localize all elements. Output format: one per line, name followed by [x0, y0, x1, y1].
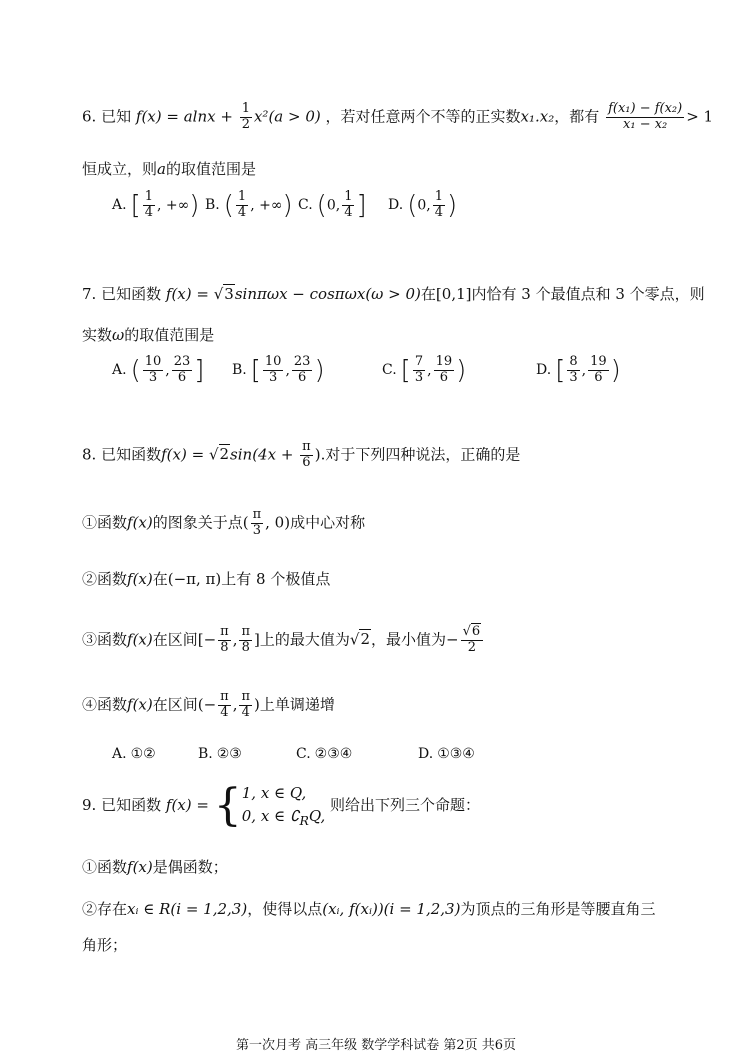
q7-line2-tail: 的取值范围是 [124, 326, 215, 344]
q7-option-d-open: [ [555, 355, 566, 386]
q7-option-d-frac2 [588, 355, 609, 386]
q8-s3-f: f(x) [127, 630, 153, 649]
q8-s2-f: f(x) [127, 570, 153, 588]
q9-stem-a: 已知函数 [101, 796, 162, 815]
q6-option-a-close: ) [189, 190, 200, 221]
q6-stem-a: 已知 [101, 107, 132, 126]
q7-option-c: C. [ $\frac{7}{3}$ , $\frac{19}{6}$ ) [382, 354, 467, 386]
q7-stem-b: 内恰有 3 个最值点和 3 个零点，则 [471, 285, 705, 303]
q7-option-b: B. [ $\frac{10}{3}$ , $\frac{23}{6}$ ) [232, 354, 325, 386]
q7-option-b-frac1 [263, 355, 284, 386]
q9-func: f(x) = [165, 796, 209, 815]
q7-line2-a: 实数 [82, 326, 113, 344]
q6-option-d [388, 190, 457, 221]
q8-func: f(x) = [161, 445, 209, 464]
q9-case2-tail: Q, [308, 806, 326, 825]
q6-option-d-frac [433, 190, 445, 221]
q9-s2-x: xᵢ ∈ R(i = 1,2,3) [127, 900, 248, 918]
q8-s3-a: ③函数 [82, 630, 128, 649]
q8-s4-42: 4 [241, 704, 250, 720]
q6-option-c-label: C. [298, 197, 313, 214]
q7-option-d-close: ) [610, 355, 621, 386]
q9-stem-b: 则给出下列三个命题： [330, 796, 481, 815]
q8-s3-frac1 [218, 625, 231, 656]
q7-option-d-n2: 19 [590, 354, 607, 369]
q6-stem-c: ，都有 [554, 107, 600, 126]
q6-option-c-close: ] [356, 190, 367, 221]
q6-ratio-fraction [606, 102, 684, 133]
q6-option-c-den: 4 [344, 204, 353, 220]
q7-option-a-close: ] [194, 355, 205, 386]
q7-option-c-n2: 19 [435, 354, 453, 369]
q8-option-d-text: ①③④ [437, 746, 475, 762]
q8-s1-c: , 0)成中心对称 [265, 513, 366, 532]
q7-stem-a: 已知函数 [101, 285, 162, 303]
q7-option-b-frac2 [292, 355, 313, 386]
q9-s1-b: 是偶函数； [152, 858, 228, 876]
q9-case2-sub: R [299, 812, 309, 828]
q7-option-a-n1: 10 [144, 354, 162, 369]
q7-sqrt3: 3 [224, 285, 234, 303]
q7-option-d-d2: 6 [594, 369, 603, 385]
q8-stem: 8. 已知函数f(x) = √2sin(4x + $\frac{\pi}{6}$ ).对于下列四种说法，正确的是 [82, 439, 521, 470]
q8-option-c-text: ②③④ [314, 746, 353, 762]
q7-in: 在 [420, 285, 436, 303]
q7-omega: ω [112, 326, 125, 344]
q7-option-b-n2: 23 [293, 354, 311, 369]
q8-statement-1 [82, 508, 365, 539]
q9-cases [242, 782, 325, 830]
q9-statement-1 [82, 858, 228, 876]
q9-s1-a: ①函数 [82, 858, 128, 876]
q9-statement-2 [82, 900, 655, 918]
q6-option-b-num: 1 [237, 189, 247, 204]
q6-line2-a: 恒成立，则 [82, 160, 158, 178]
q7-option-c-n1: 7 [414, 354, 424, 369]
q7-func-tail: sinπωx − cosπωx(ω > 0) [234, 285, 421, 303]
q6-option-d-pre: 0, [417, 197, 431, 214]
q8-statement-2 [82, 570, 330, 588]
q6-option-a-frac [143, 190, 155, 221]
q6-func-tail: x²(a > 0) [253, 107, 321, 126]
q8-s3-frac3: $\frac{√6}{2}$ [461, 625, 484, 656]
q8-s1-3: 3 [252, 522, 261, 538]
q6-option-a-tail: , +∞ [157, 197, 190, 214]
q8-s1-f: f(x) [127, 513, 153, 532]
q7-option-c-frac1 [413, 355, 425, 386]
q9-s2-c: 为顶点的三角形是等腰直角三 [460, 900, 656, 918]
q8-option-a-text: ①② [130, 746, 156, 762]
q6-option-a-num: 1 [144, 189, 153, 204]
q8-s4-frac2 [239, 690, 252, 721]
q6-half-fraction [240, 102, 252, 133]
q8-sqrt2: 2 [219, 445, 230, 464]
q6-option-a [112, 190, 199, 221]
q9-s2-a: ②存在 [82, 900, 128, 918]
q7-option-b-d2: 6 [298, 369, 307, 385]
q8-s2-a: ②函数 [82, 570, 128, 588]
q8-s4-pi1: π [220, 689, 229, 704]
q6-line2 [82, 160, 256, 178]
q6-option-c-open: ( [316, 190, 327, 221]
q7-option-b-n1: 10 [264, 354, 282, 369]
q8-s4-comma: , [232, 695, 238, 714]
q8-pi: π [302, 439, 311, 454]
q8-pi6-frac [300, 440, 313, 471]
q6-vars: x₁.x₂ [520, 107, 555, 126]
q9-s1-f: f(x) [127, 858, 153, 876]
q8-s3-82: 8 [241, 639, 250, 655]
q6-option-c [298, 190, 367, 221]
q8-statement-3: ③函数f(x)在区间[− $\frac{\pi}{8}$ , $\frac{\pi}{8}$ ]上的最大值为√2，最小值为− $\frac{√6}{2}$ [82, 625, 485, 656]
q8-option-a-label: A. [112, 746, 127, 762]
q8-s3-2: 2 [467, 639, 476, 655]
q7-option-c-d2: 6 [439, 369, 448, 385]
q7-option-d-n1: 8 [569, 354, 578, 369]
q9-case2: 0, x ∈ ∁ [241, 806, 300, 825]
q7-option-c-frac2 [434, 355, 455, 386]
q8-option-d-label: D. [418, 746, 434, 762]
q8-stem-a: 已知函数 [101, 445, 162, 464]
q8-s1-frac [251, 508, 264, 539]
q8-option-b-label: B. [198, 746, 213, 762]
q7-option-a-d1: 3 [148, 369, 158, 385]
q7-option-c-label: C. [382, 362, 397, 379]
q6-half-num: 1 [241, 101, 250, 116]
q8-s4-41: 4 [220, 704, 229, 720]
q8-option-d [418, 746, 475, 762]
q6-option-d-label: D. [388, 197, 404, 214]
q6-gt: > 1 [686, 107, 714, 126]
q7-option-d-d1: 3 [569, 369, 578, 385]
q7-option-a: A. ( $\frac{10}{3}$ , $\frac{23}{6}$ ] [112, 354, 205, 386]
q8-s3-sqrt2: 2 [360, 630, 370, 649]
q8-s1-a: ①函数 [82, 513, 128, 532]
q7-option-a-open: ( [130, 355, 141, 386]
q6-number: 6. [82, 107, 97, 126]
q6-option-a-den: 4 [144, 204, 153, 220]
q8-func-mid: sin(4x + [230, 445, 299, 464]
q8-s3-c: ]上的最大值为 [254, 630, 350, 649]
q8-six: 6 [302, 454, 311, 470]
q7-number: 7. [82, 285, 97, 303]
q8-option-b-text: ②③ [216, 746, 242, 762]
q6-ratio-den: x₁ − x₂ [623, 116, 668, 132]
q8-s4-a: ④函数 [82, 695, 128, 714]
q6-option-b [205, 190, 293, 221]
q8-s3-b: 在区间[− [152, 630, 217, 649]
q8-s4-frac1 [218, 690, 231, 721]
q6-option-c-frac [342, 190, 354, 221]
q7-option-a-label: A. [112, 362, 127, 379]
q7-option-d-frac1 [567, 355, 579, 386]
q9-stem [82, 782, 480, 830]
q7-option-a-n2: 23 [173, 354, 191, 369]
q8-option-a [112, 746, 156, 762]
q6-option-d-close: ) [446, 190, 458, 221]
q9-s2-pt: (xᵢ, f(xᵢ))(i = 1,2,3) [322, 900, 461, 918]
q8-s4-pi2: π [241, 689, 251, 704]
q8-statement-4 [82, 690, 335, 721]
q8-s4-f: f(x) [127, 695, 153, 714]
q9-case1: 1, x ∈ Q, [241, 784, 307, 802]
q8-s3-frac2 [239, 625, 252, 656]
q7-option-c-open: [ [400, 355, 411, 386]
q8-s1-pi: π [252, 507, 262, 522]
q7-option-b-open: [ [250, 355, 261, 386]
q7-interval: [0,1] [435, 285, 472, 303]
q7-stem: 7. 已知函数 f(x) = √3sinπωx − cosπωx(ω > 0)在[0,1]内恰有 3 个最值点和 3 个零点，则 [82, 285, 705, 303]
q6-option-d-open: ( [407, 190, 418, 221]
q6-option-b-den: 4 [237, 204, 247, 220]
q8-s4-b: 在区间(− [152, 695, 217, 714]
q9-s2-b: ，使得以点 [247, 900, 323, 918]
q7-option-d: D. [ $\frac{8}{3}$ , $\frac{19}{6}$ ) [536, 354, 621, 386]
q6-option-c-pre: 0, [326, 197, 341, 214]
q9-number: 9. [82, 796, 97, 815]
q6-option-d-den: 4 [434, 204, 443, 220]
q7-option-c-close: ) [456, 355, 467, 386]
q8-s3-sqrt6: 6 [471, 624, 481, 639]
q6-line2-tail: 的取值范围是 [165, 160, 256, 178]
q9-s2-d: 角形； [82, 936, 128, 954]
q8-s3-81: 8 [220, 639, 229, 655]
q6-half-den: 2 [241, 116, 250, 132]
q8-s3-pi2: π [241, 624, 251, 639]
q8-number: 8. [82, 445, 97, 464]
q7-option-a-frac1 [143, 355, 164, 386]
q7-option-d-label: D. [536, 362, 552, 379]
q6-func: f(x) = alnx + [135, 107, 238, 126]
q9-statement-2-cont [82, 936, 127, 954]
q7-option-b-label: B. [232, 362, 247, 379]
q7-option-c-d1: 3 [414, 369, 424, 385]
q6-option-b-label: B. [205, 197, 220, 214]
q8-s3-comma: , [232, 630, 238, 649]
q6-a-var: a [157, 160, 166, 178]
q8-s1-b: 的图象关于点( [152, 513, 249, 532]
q8-s3-d: ，最小值为− [371, 630, 459, 649]
q6-stem-b: ，若对任意两个不等的正实数 [325, 107, 521, 126]
q8-option-b [198, 746, 242, 762]
q6-option-c-num: 1 [344, 189, 353, 204]
q7-option-a-d2: 6 [177, 369, 187, 385]
q6-option-a-label: A. [112, 197, 127, 214]
q7-option-a-frac2 [172, 355, 193, 386]
q6-ratio-num: f(x₁) − f(x₂) [608, 101, 683, 116]
q8-func-tail: ). [314, 445, 326, 464]
q6-option-b-open: ( [223, 190, 234, 221]
q6-stem [82, 102, 713, 133]
q8-s3-pi1: π [220, 624, 229, 639]
q6-option-b-close: ) [282, 190, 293, 221]
q7-line2 [82, 326, 214, 344]
q6-option-d-num: 1 [434, 189, 443, 204]
q8-s4-c: )上单调递增 [254, 695, 335, 714]
q8-option-c [296, 746, 352, 762]
q6-option-b-tail: , +∞ [250, 197, 283, 214]
page-footer: 第一次月考 高三年级 数学学科试卷 第2页 共6页 [235, 1038, 517, 1053]
q7-option-b-d1: 3 [269, 369, 278, 385]
q8-option-c-label: C. [296, 746, 311, 762]
q9-brace: { [213, 780, 242, 832]
q6-option-b-frac [236, 190, 248, 221]
q7-option-b-close: ) [314, 355, 325, 386]
q7-func: f(x) = [165, 285, 214, 303]
q8-s2-b: 在(−π, π)上有 8 个极值点 [152, 570, 331, 588]
q8-stem-b: 对于下列四种说法，正确的是 [325, 445, 521, 464]
q6-option-a-open: [ [130, 190, 141, 221]
